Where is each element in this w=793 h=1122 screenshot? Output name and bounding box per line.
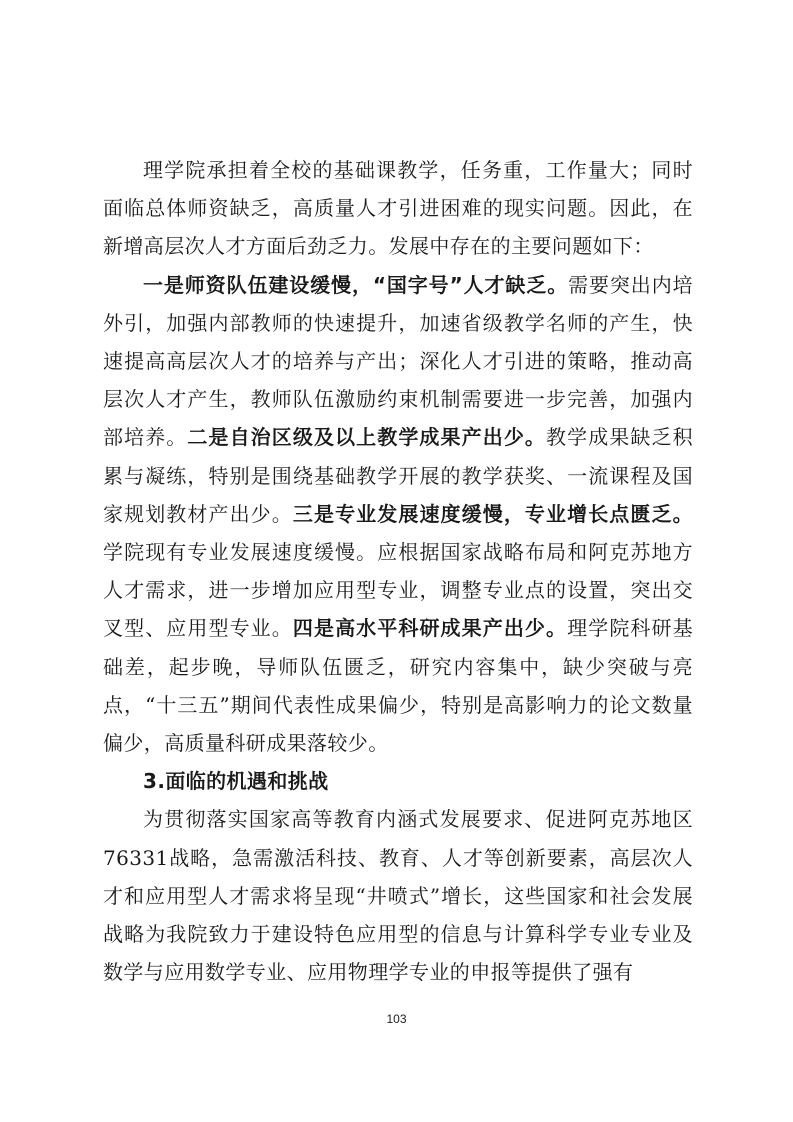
paragraph-intro: 理学院承担着全校的基础课教学，任务重，工作量大；同时面临总体师资缺乏，高质量人才引进困难的现实问题。因此，在新增高层次人才方面后劲乏力。发展中存在的主要问题如下：: [103, 158, 693, 259]
paragraph-problems: [103, 266, 693, 763]
page-number: 103: [386, 1012, 407, 1026]
issue-4-title: 四是高水平科研成果产出少。: [292, 616, 568, 641]
issue-1-text: 需要突出内培外引，加强内部教师的快速提升，加速省级教学名师的产生，快速提高高层次人才的培养与产出；深化人才引进的策略，推动高层次人才产生，教师队伍激励约束机制需要进一步完善，加强内部培养。: [103, 272, 693, 450]
issue-2-text: 教学成果缺乏积累与凝练，特别是围绕基础教学开展的教学获奖、一流课程及国家规划教材产出少。: [103, 425, 693, 526]
paragraph-opportunities: 为贯彻落实国家高等教育内涵式发展要求、促进阿克苏地区76331战略，急需激活科技、教育、人才等创新要素，高层次人才和应用型人才需求将呈现“井喷式”增长，这些国家和社会发展战略为我院致力于建设特色应用型的信息与计算科学专业专业及数学与应用数学专业、应用物理学专业的申报等提供了强有: [103, 807, 693, 985]
issue-4-text: 理学院科研基础差，起步晚，导师队伍匮乏，研究内容集中，缺少突破与亮点，“十三五”期间代表性成果偏少，特别是高影响力的论文数量偏少，高质量科研成果落较少。: [103, 616, 694, 756]
issue-1-title: 一是师资队伍建设缓慢，“国字号”人才缺乏。: [143, 272, 569, 297]
issue-3-title: 三是专业发展速度缓慢，专业增长点匮乏。: [292, 501, 693, 526]
issue-2-title: 二是自治区级及以上教学成果产出少。: [187, 425, 547, 450]
section-heading: 3.面临的机遇和挑战: [143, 769, 329, 794]
body-text: [103, 151, 693, 991]
issue-3-text: 学院现有专业发展速度缓慢。应根据国家战略布局和阿克苏地方人才需求，进一步增加应用型专业，调整专业点的设置，突出交叉型、应用型专业。: [103, 540, 693, 641]
